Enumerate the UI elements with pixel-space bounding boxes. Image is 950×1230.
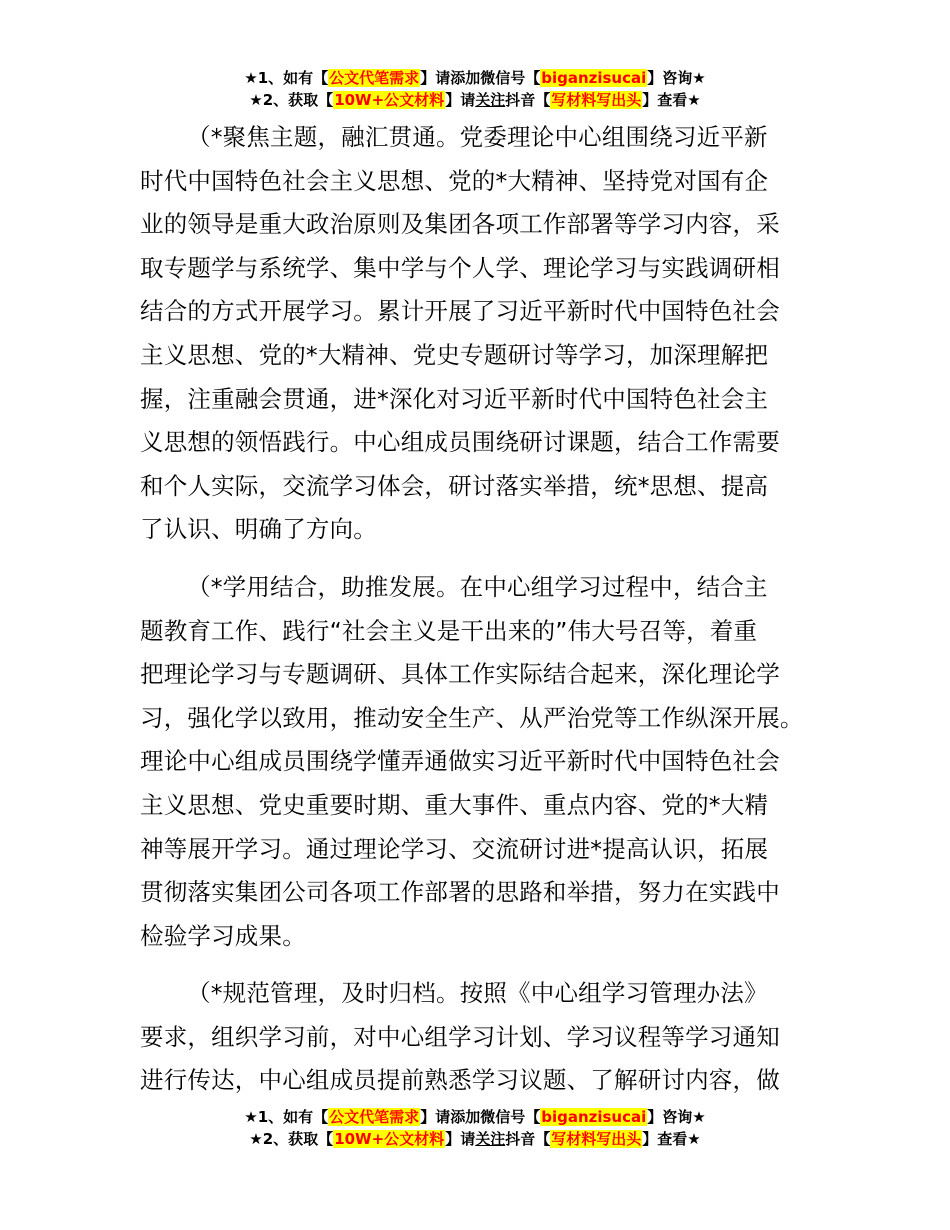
text-line: 习，强化学以致用，推动安全生产、从严治党等工作纵深开展。 bbox=[140, 703, 804, 732]
banner-text: ★1、如有【 bbox=[244, 69, 329, 87]
banner-highlight: 10W+公文材料 bbox=[334, 1130, 445, 1148]
banner-text: ★2、获取【 bbox=[249, 91, 334, 109]
banner-text: 】查看★ bbox=[642, 1130, 701, 1148]
banner-highlight: 公文代笔需求 bbox=[329, 69, 420, 87]
text-line: 要求，组织学习前，对中心组学习计划、学习议程等学习通知 bbox=[140, 1022, 780, 1051]
text-line: （*聚焦主题，融汇贯通。党委理论中心组围绕习近平新 bbox=[187, 123, 768, 151]
banner-line-1 bbox=[0, 1106, 950, 1128]
text-line: 业的领导是重大政治原则及集团各项工作部署等学习内容，采 bbox=[140, 210, 780, 239]
banner-text: 】请添加微信号【 bbox=[420, 1108, 541, 1126]
text-line: 把理论学习与专题调研、具体工作实际结合起来，深化理论学 bbox=[140, 660, 780, 689]
banner-underlined-text: 关注 bbox=[475, 1130, 506, 1148]
banner-highlight: 10W+公文材料 bbox=[334, 91, 445, 109]
banner-line-1 bbox=[0, 67, 950, 89]
paragraph bbox=[140, 566, 820, 958]
paragraph bbox=[140, 116, 820, 552]
text-line: 握，注重融会贯通，进*深化对习近平新时代中国特色社会主 bbox=[140, 384, 769, 413]
banner-highlight: biganzisucai bbox=[541, 69, 647, 87]
text-line: 了认识、明确了方向。 bbox=[140, 515, 377, 544]
document-body bbox=[140, 116, 820, 1103]
banner-text: ★1、如有【 bbox=[244, 1108, 329, 1126]
banner-text: 】请 bbox=[445, 1130, 476, 1148]
text-line: 进行传达，中心组成员提前熟悉学习议题、了解研讨内容，做 bbox=[140, 1066, 780, 1095]
text-line: 主义思想、党史重要时期、重大事件、重点内容、党的*大精 bbox=[140, 790, 769, 819]
banner-underlined-text: 关注 bbox=[475, 91, 506, 109]
text-line: 取专题学与系统学、集中学与个人学、理论学习与实践调研相 bbox=[140, 253, 780, 282]
banner-text: ★2、获取【 bbox=[249, 1130, 334, 1148]
banner-highlight: 公文代笔需求 bbox=[329, 1108, 420, 1126]
text-line: 主义思想、党的*大精神、党史专题研讨等学习，加深理解把 bbox=[140, 340, 769, 369]
text-line: 题教育工作、践行“社会主义是干出来的”伟大号召等，着重 bbox=[140, 616, 758, 645]
banner-highlight: biganzisucai bbox=[541, 1108, 647, 1126]
text-line: （*学用结合，助推发展。在中心组学习过程中，结合主 bbox=[187, 572, 768, 601]
banner-text: 抖音【 bbox=[505, 91, 551, 109]
text-line: 和个人实际，交流学习体会，研讨落实举措，统*思想、提高 bbox=[140, 471, 769, 500]
banner-line-2 bbox=[0, 1128, 950, 1150]
banner-line-2 bbox=[0, 89, 950, 111]
paragraph bbox=[140, 972, 820, 1103]
banner-text: 抖音【 bbox=[505, 1130, 551, 1148]
header-banner bbox=[0, 67, 950, 111]
banner-highlight: 写材料写出头 bbox=[551, 91, 642, 109]
banner-text: 】请添加微信号【 bbox=[420, 69, 541, 87]
banner-text: 】请 bbox=[445, 91, 476, 109]
footer-banner bbox=[0, 1106, 950, 1150]
text-line: 贯彻落实集团公司各项工作部署的思路和举措，努力在实践中 bbox=[140, 878, 780, 907]
text-line: 义思想的领悟践行。中心组成员围绕研讨课题，结合工作需要 bbox=[140, 428, 780, 457]
text-line: 结合的方式开展学习。累计开展了习近平新时代中国特色社会 bbox=[140, 297, 780, 326]
text-line: （*规范管理，及时归档。按照《中心组学习管理办法》 bbox=[187, 979, 768, 1008]
text-line: 理论中心组成员围绕学懂弄通做实习近平新时代中国特色社会 bbox=[140, 747, 780, 776]
text-line: 时代中国特色社会主义思想、党的*大精神、坚持党对国有企 bbox=[140, 166, 769, 195]
banner-highlight: 写材料写出头 bbox=[551, 1130, 642, 1148]
banner-text: 】咨询★ bbox=[647, 1108, 706, 1126]
banner-text: 】咨询★ bbox=[647, 69, 706, 87]
text-line: 神等展开学习。通过理论学习、交流研讨进*提高认识，拓展 bbox=[140, 834, 769, 863]
banner-text: 】查看★ bbox=[642, 91, 701, 109]
text-line: 检验学习成果。 bbox=[140, 921, 306, 950]
